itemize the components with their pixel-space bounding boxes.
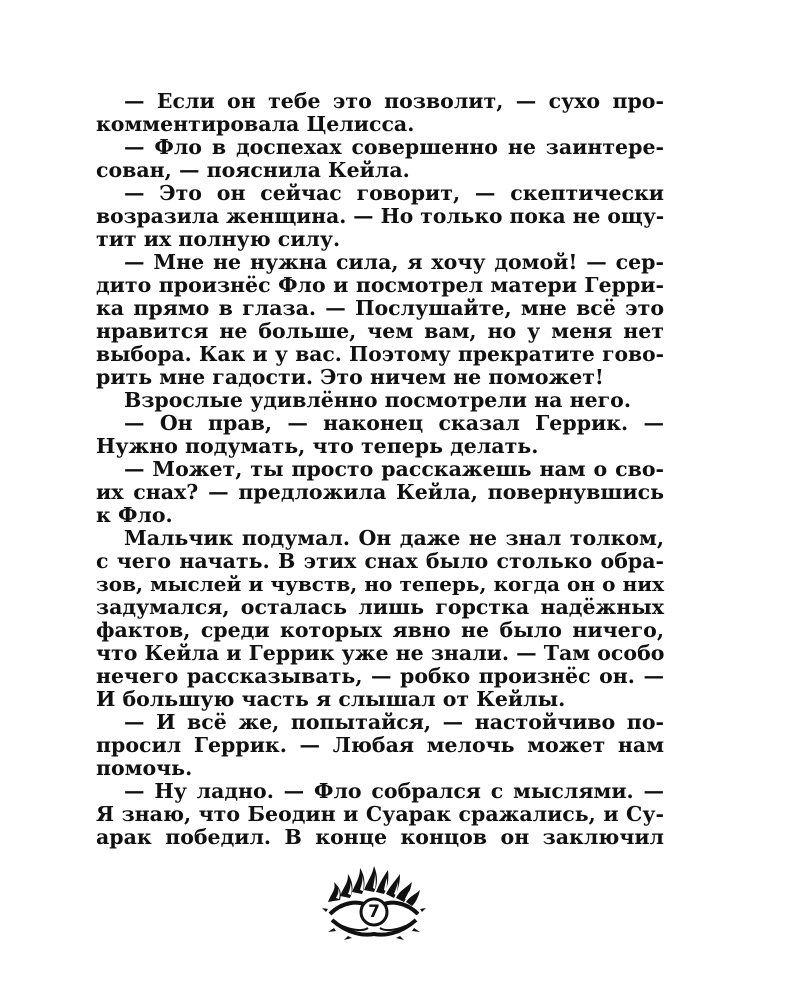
text-line: комментировала Целисса. <box>96 112 415 136</box>
text-line: — Если он тебе это позволит, — сухо про- <box>124 89 664 113</box>
page-number: 7 <box>368 902 380 922</box>
text-line: с чего начать. В этих снах было столько обра- <box>96 549 664 573</box>
text-line: задумался, осталась лишь горстка надёжных <box>96 595 664 619</box>
text-line: помочь. <box>96 756 193 780</box>
text-line: Мальчик подумал. Он даже не знал толком, <box>124 526 664 550</box>
text-line: возразила женщина. — Но только пока не ощу- <box>96 204 665 228</box>
text-line: рить мне гадости. Это ничем не поможет! <box>96 365 604 389</box>
text-line: их снах? — предложила Кейла, повернувшись <box>96 480 664 504</box>
text-line: нравится не больше, чем вам, но у меня нет <box>96 319 664 343</box>
text-line: Взрослые удивлённо посмотрели на него. <box>124 388 631 412</box>
text-line: — Фло в доспехах совершенно не заинтере- <box>124 135 664 159</box>
text-line: — Может, ты просто расскажешь нам о сво- <box>124 457 664 481</box>
text-line: зов, мыслей и чувств, но теперь, когда он о них <box>96 572 664 596</box>
page-text-block <box>96 90 664 849</box>
text-line: тит их полную силу. <box>96 227 341 251</box>
text-line: выбора. Как и у вас. Поэтому прекратите гово- <box>96 342 664 366</box>
text-line: Нужно подумать, что теперь делать. <box>96 434 539 458</box>
text-line: — Ну ладно. — Фло собрался с мыслями. — <box>124 779 664 803</box>
text-line: ка прямо в глаза. — Послушайте, мне всё это <box>96 296 664 320</box>
text-line: просил Геррик. — Любая мелочь может нам <box>96 733 664 757</box>
text-line: дито произнёс Фло и посмотрел матери Герри- <box>96 273 664 297</box>
text-line: фактов, среди которых явно не было ничего, <box>96 618 664 642</box>
text-line: — Мне не нужна сила, я хочу домой! — сер- <box>124 250 664 274</box>
text-line: — Это он сейчас говорит, — скептически <box>124 181 664 205</box>
page-number-ornament <box>318 862 430 942</box>
text-line: — Он прав, — наконец сказал Геррик. — <box>124 411 664 435</box>
text-line: нечего рассказывать, — робко произнёс он. — <box>96 664 664 688</box>
text-line: к Фло. <box>96 503 173 527</box>
text-line: Я знаю, что Беодин и Суарак сражались, и Су- <box>96 802 664 826</box>
text-line: что Кейла и Геррик уже не знали. — Там особо <box>96 641 665 665</box>
text-line: И большую часть я слышал от Кейлы. <box>96 687 566 711</box>
text-line: сован, — пояснила Кейла. <box>96 158 410 182</box>
text-line: арак победил. В конце концов он заключил <box>96 825 664 849</box>
text-line: — И всё же, попытайся, — настойчиво по- <box>124 710 664 734</box>
